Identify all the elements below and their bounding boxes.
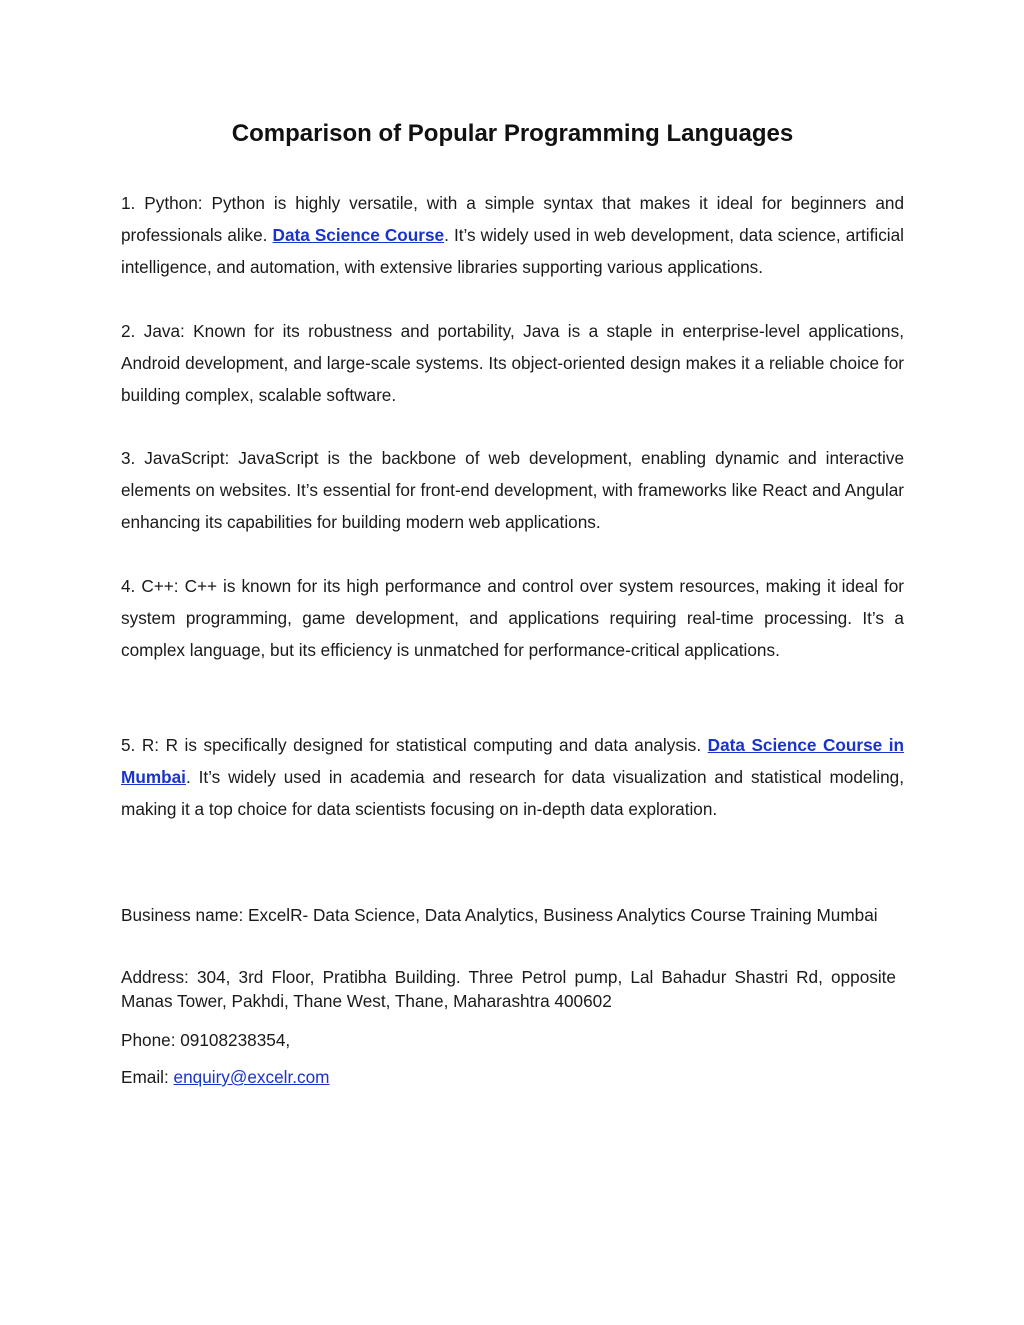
data-science-course-mumbai-link[interactable]: Data Science Course in Mumbai	[121, 735, 904, 787]
paragraph-r-text-after: . It’s widely used in academia and research for data visualization and statistical modeling, making it a top choice for data scientists focusing on in-depth data exploration.	[121, 767, 904, 819]
business-name: Business name: ExcelR- Data Science, Data Analytics, Business Analytics Course Training Mumbai	[121, 905, 878, 925]
paragraph-cpp: 4. C++: C++ is known for its high performance and control over system resources, making it ideal for system programming, game development, and applications requiring real-time processing. It’s a complex language, but its efficiency is unmatched for performance-critical applications.	[121, 576, 904, 660]
data-science-course-link[interactable]: Data Science Course	[272, 225, 445, 245]
business-email	[121, 1065, 896, 1089]
document-title: Comparison of Popular Programming Languages	[231, 120, 794, 147]
paragraph-java: 2. Java: Known for its robustness and portability, Java is a staple in enterprise-level applications, Android development, and large-scale systems. Its object-oriented design makes it a reliable choice for building complex, scalable software.	[121, 321, 904, 405]
paragraph-r	[121, 729, 904, 825]
business-address: Address: 304, 3rd Floor, Pratibha Building. Three Petrol pump, Lal Bahadur Shastri Rd, opposite Manas Tower, Pakhdi, Thane West, Thane, Maharashtra 400602	[121, 967, 896, 1011]
business-phone: Phone: 09108238354,	[121, 1030, 291, 1050]
paragraph-python	[121, 187, 904, 283]
paragraph-javascript: 3. JavaScript: JavaScript is the backbone of web development, enabling dynamic and interactive elements on websites. It’s essential for front-end development, with frameworks like React and Angular enhancing its capabilities for building modern web applications.	[121, 448, 904, 532]
paragraph-r-text-before: 5. R: R is specifically designed for statistical computing and data analysis.	[121, 735, 708, 755]
email-link[interactable]: enquiry@excelr.com	[173, 1067, 330, 1087]
email-label: Email:	[121, 1067, 174, 1087]
paragraph-python-text-after: . It’s widely used in web development, data science, artificial intelligence, and automation, with extensive libraries supporting various applications.	[121, 225, 904, 277]
paragraph-python-text-before: 1. Python: Python is highly versatile, with a simple syntax that makes it ideal for beginners and professionals alike.	[121, 193, 904, 245]
